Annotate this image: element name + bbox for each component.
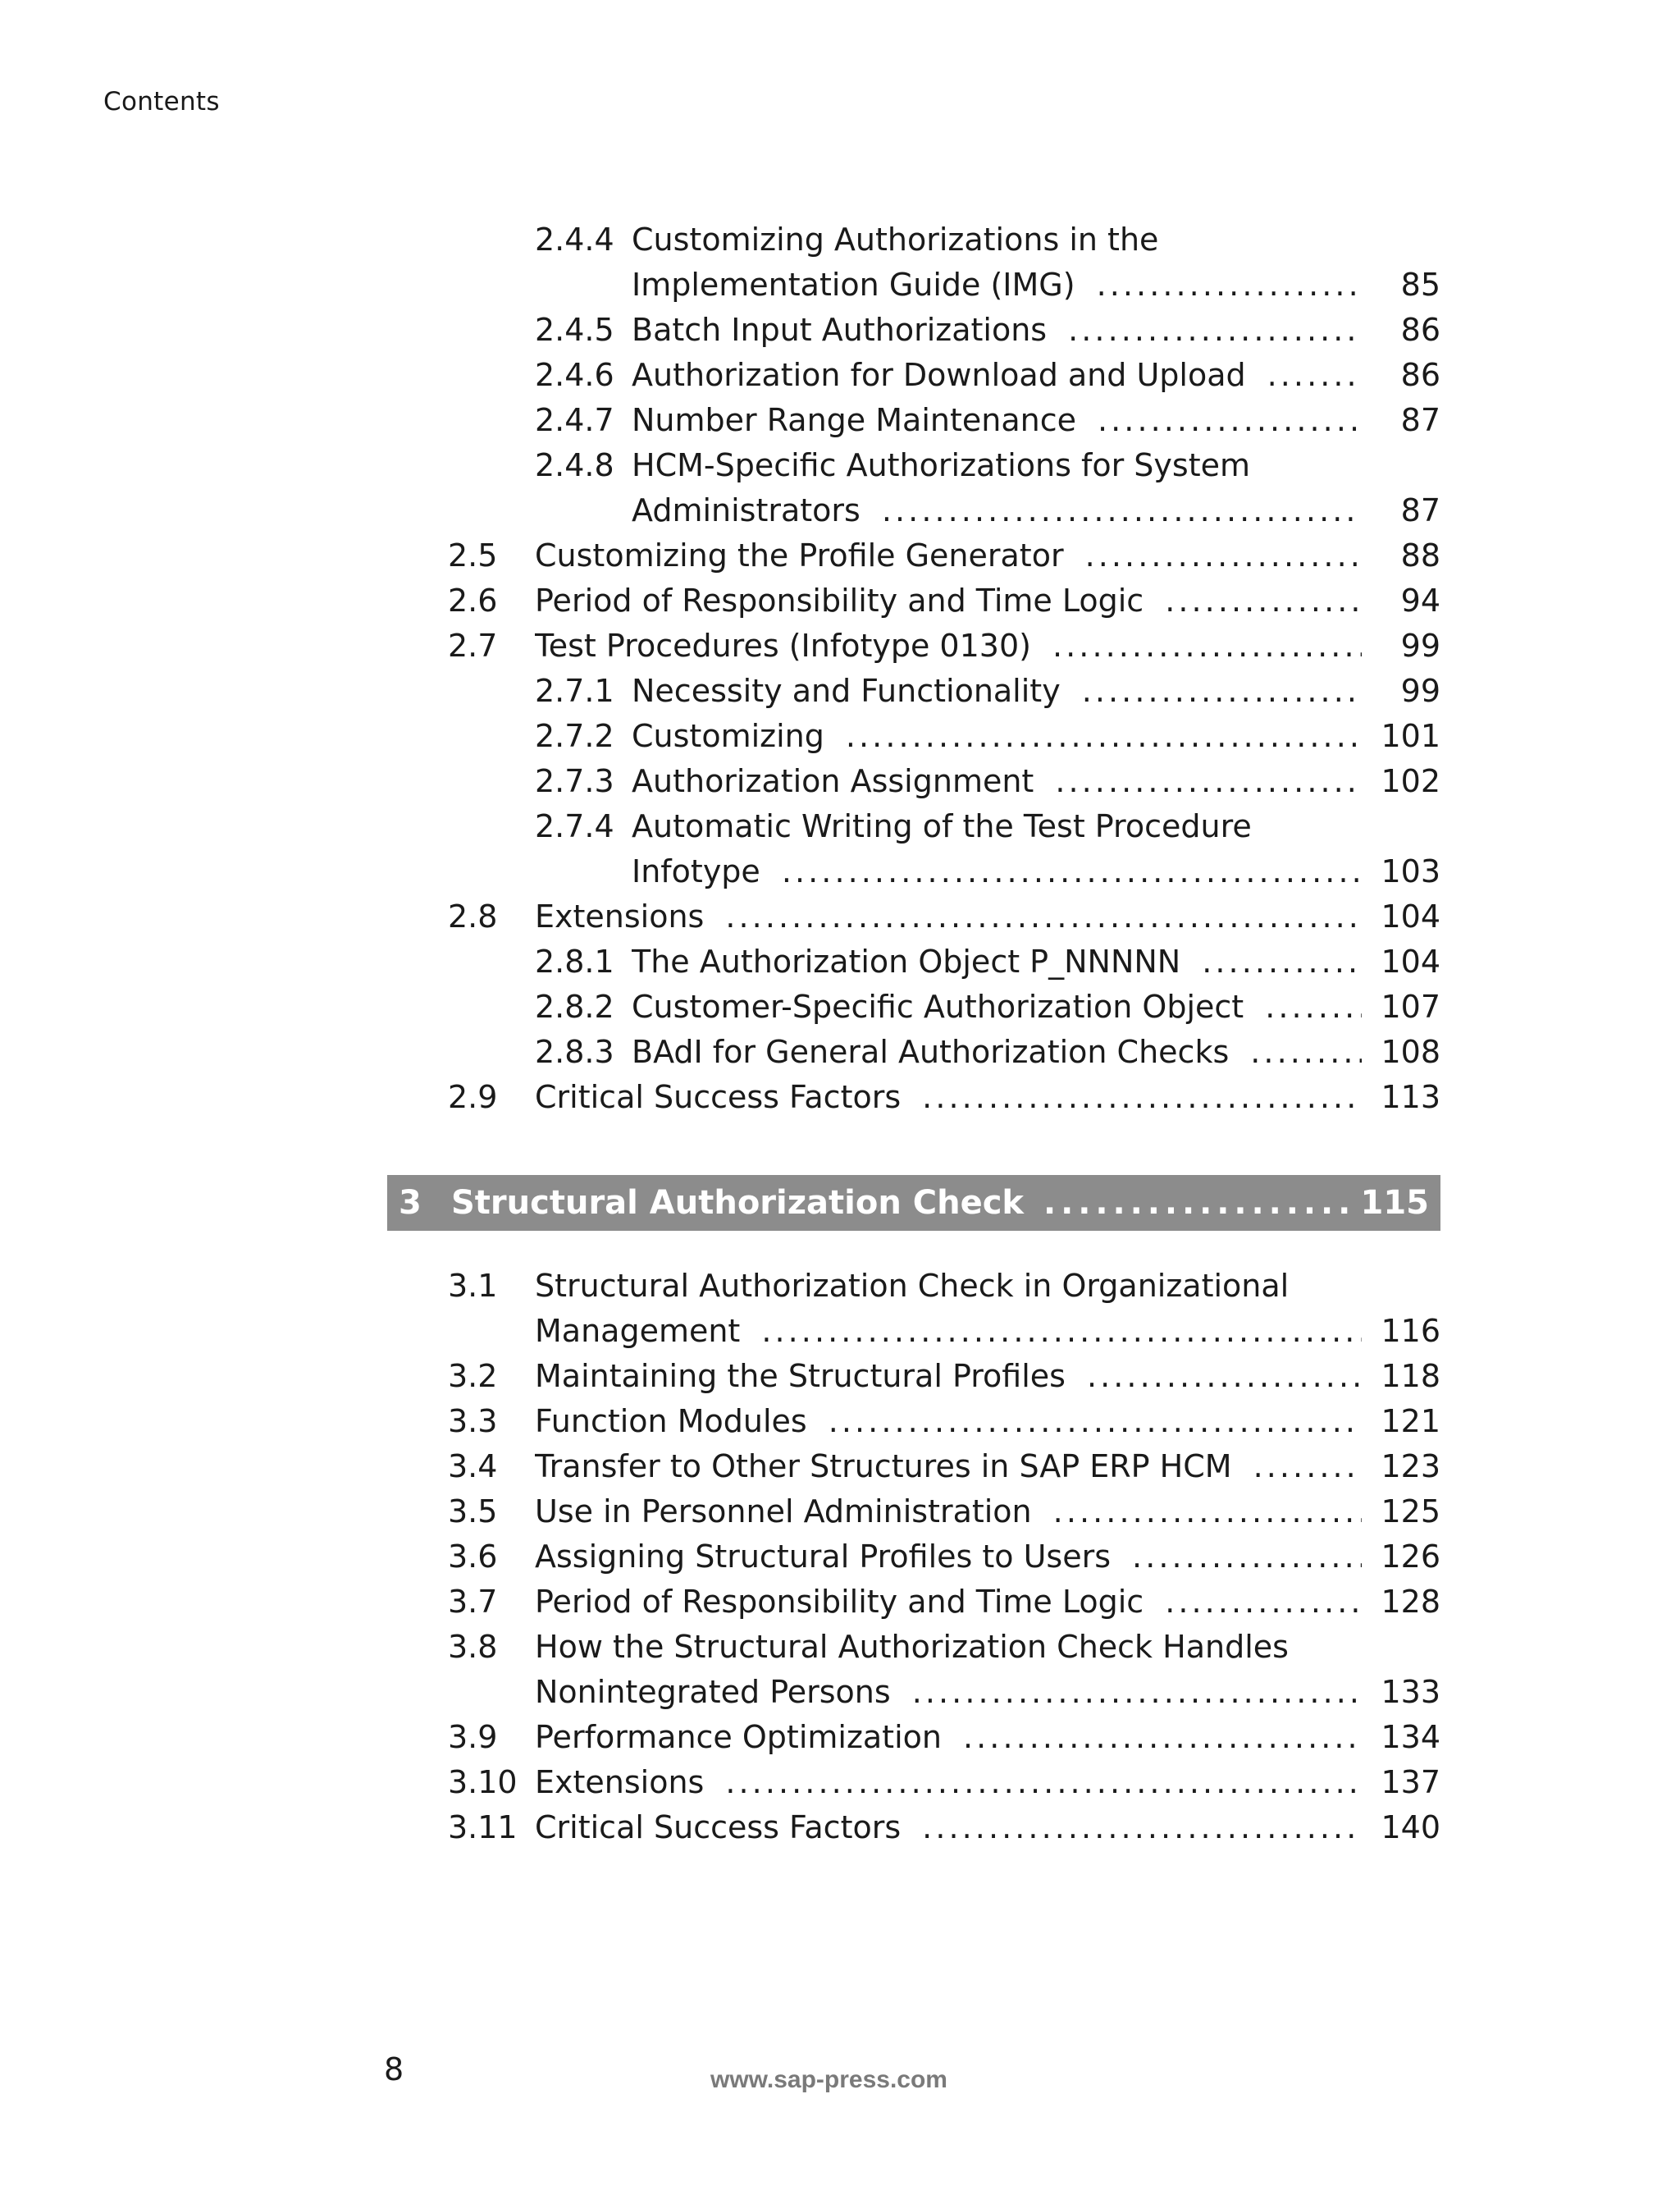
- toc-entry[interactable]: [387, 1309, 1440, 1354]
- toc-entry[interactable]: [387, 1805, 1440, 1850]
- toc-entry-number: 2.7.2: [535, 718, 614, 754]
- dot-leader: [1098, 398, 1362, 443]
- toc-entry-number: 2.7: [448, 628, 498, 664]
- toc-entry-number: 3.1: [448, 1268, 498, 1304]
- dot-leader: [1085, 533, 1362, 578]
- toc-entry-number: 3.3: [448, 1403, 498, 1439]
- dot-leader: [782, 849, 1362, 894]
- toc-entry-title: Necessity and Functionality: [632, 673, 1061, 709]
- toc-entry-title: Customizing Authorizations in the: [632, 222, 1159, 258]
- toc-entry-title: The Authorization Object P_NNNNN: [632, 944, 1181, 980]
- toc-entry-number: 2.7.3: [535, 763, 614, 799]
- chapter-title: Structural Authorization Check: [451, 1184, 1025, 1222]
- dot-leader: [829, 1399, 1362, 1444]
- dot-leader: [1052, 624, 1362, 669]
- dot-leader: [1055, 759, 1362, 804]
- dot-leader: [1082, 669, 1362, 714]
- toc-entry[interactable]: [387, 1670, 1440, 1715]
- toc-entry-title: Transfer to Other Structures in SAP ERP HCM: [535, 1448, 1232, 1484]
- toc-entry-page: 125: [1381, 1493, 1440, 1529]
- toc-entry-number: 2.8.2: [535, 989, 614, 1025]
- toc-entry[interactable]: [387, 1489, 1440, 1534]
- toc-entry[interactable]: [387, 263, 1440, 308]
- toc-entry-title: Administrators: [632, 492, 861, 528]
- toc-entry-title: Critical Success Factors: [535, 1079, 902, 1115]
- toc-entry-page: 133: [1381, 1674, 1440, 1710]
- toc-entry-number: 2.9: [448, 1079, 498, 1115]
- dot-leader: [1250, 1030, 1362, 1075]
- toc-entry-page: 101: [1381, 718, 1440, 754]
- toc-entry[interactable]: [387, 1760, 1440, 1805]
- dot-leader: [1068, 308, 1362, 353]
- toc-entry-page: 87: [1400, 402, 1440, 438]
- running-head: Contents: [103, 87, 220, 117]
- toc-entry-page: 128: [1381, 1584, 1440, 1620]
- toc-entry-number: 2.4.4: [535, 222, 614, 258]
- toc-entry-page: 140: [1381, 1809, 1440, 1845]
- toc-entry-page: 108: [1381, 1034, 1440, 1070]
- toc-entry[interactable]: [387, 1625, 1440, 1670]
- toc-entry-title: Extensions: [535, 898, 705, 935]
- toc-entry[interactable]: [387, 669, 1440, 714]
- toc-entry-page: 134: [1381, 1719, 1440, 1755]
- toc-entry[interactable]: [387, 985, 1440, 1030]
- toc-entry-title: How the Structural Authorization Check Handles: [535, 1629, 1289, 1665]
- dot-leader: [1053, 1489, 1362, 1534]
- chapter-page-number: 115: [1360, 1184, 1429, 1222]
- toc-entry[interactable]: [387, 1580, 1440, 1625]
- toc-entry-number: 3.7: [448, 1584, 498, 1620]
- toc-entry-number: 2.8: [448, 898, 498, 935]
- toc-entry[interactable]: [387, 353, 1440, 398]
- toc-entry-title: Customer-Specific Authorization Object: [632, 989, 1244, 1025]
- toc-entry-number: 2.8.3: [535, 1034, 614, 1070]
- toc-entry-number: 3.10: [448, 1764, 518, 1800]
- toc-entry-page: 118: [1381, 1358, 1440, 1394]
- toc-entry[interactable]: [387, 398, 1440, 443]
- toc-entry-title: Automatic Writing of the Test Procedure: [632, 808, 1252, 844]
- dot-leader: [1202, 940, 1362, 985]
- toc-entry-page: 99: [1400, 628, 1440, 664]
- dot-leader: [761, 1309, 1362, 1354]
- toc-section-2: [387, 217, 1440, 1120]
- toc-entry-title: Management: [535, 1313, 741, 1349]
- toc-entry[interactable]: [387, 217, 1440, 263]
- toc-entry-page: 86: [1400, 357, 1440, 393]
- toc-entry-title: Number Range Maintenance: [632, 402, 1076, 438]
- toc-entry[interactable]: [387, 1264, 1440, 1309]
- toc-entry-title: Period of Responsibility and Time Logic: [535, 583, 1144, 619]
- toc-entry[interactable]: [387, 940, 1440, 985]
- toc-section-3: [387, 1264, 1440, 1850]
- toc-entry-page: 116: [1381, 1313, 1440, 1349]
- toc-entry-title: Nonintegrated Persons: [535, 1674, 891, 1710]
- footer-url: www.sap-press.com: [710, 2066, 947, 2093]
- toc-entry-page: 113: [1381, 1079, 1440, 1115]
- toc-entry-title: Performance Optimization: [535, 1719, 942, 1755]
- toc-entry-title: Assigning Structural Profiles to Users: [535, 1538, 1112, 1575]
- toc-entry-title: Implementation Guide (IMG): [632, 267, 1075, 303]
- dot-leader: [912, 1670, 1362, 1715]
- toc-entry-title: Test Procedures (Infotype 0130): [535, 628, 1031, 664]
- toc-entry-number: 3.9: [448, 1719, 498, 1755]
- toc-entry-page: 107: [1381, 989, 1440, 1025]
- toc-entry[interactable]: [387, 1534, 1440, 1580]
- toc-entry[interactable]: [387, 578, 1440, 624]
- toc-entry-number: 2.7.1: [535, 673, 614, 709]
- toc-entry-title: Extensions: [535, 1764, 705, 1800]
- toc-entry[interactable]: [387, 1030, 1440, 1075]
- toc-entry[interactable]: [387, 443, 1440, 488]
- toc-entry-page: 85: [1400, 267, 1440, 303]
- toc-entry[interactable]: [387, 624, 1440, 669]
- dot-leader: [882, 488, 1362, 533]
- toc-entry-title: Use in Personnel Administration: [535, 1493, 1032, 1529]
- toc-entry-page: 86: [1400, 312, 1440, 348]
- toc-entry[interactable]: [387, 714, 1440, 759]
- toc-entry-title: BAdI for General Authorization Checks: [632, 1034, 1230, 1070]
- toc-entry-title: HCM-Specific Authorizations for System: [632, 447, 1251, 483]
- toc-entry-title: Function Modules: [535, 1403, 807, 1439]
- dot-leader: [1097, 263, 1362, 308]
- toc-entry-number: 3.11: [448, 1809, 518, 1845]
- dot-leader: [1253, 1444, 1362, 1489]
- toc-entry-number: 3.5: [448, 1493, 498, 1529]
- toc-entry-page: 104: [1381, 944, 1440, 980]
- dot-leader: [846, 714, 1362, 759]
- toc-entry[interactable]: [387, 533, 1440, 578]
- dot-leader: [963, 1715, 1362, 1760]
- toc-entry-page: 102: [1381, 763, 1440, 799]
- dot-leader: [922, 1805, 1362, 1850]
- toc-entry-number: 3.6: [448, 1538, 498, 1575]
- toc-entry-number: 3.8: [448, 1629, 498, 1665]
- dot-leader: [1087, 1354, 1362, 1399]
- dot-leader: [1132, 1534, 1362, 1580]
- toc-entry[interactable]: [387, 759, 1440, 804]
- toc-entry-number: 2.6: [448, 583, 498, 619]
- dot-leader: [725, 1760, 1362, 1805]
- toc-entry-page: 94: [1400, 583, 1440, 619]
- toc-entry[interactable]: [387, 1399, 1440, 1444]
- toc-entry-page: 123: [1381, 1448, 1440, 1484]
- toc-entry-number: 3.4: [448, 1448, 498, 1484]
- dot-leader: [1165, 1580, 1362, 1625]
- toc-entry-number: 2.7.4: [535, 808, 614, 844]
- toc-entry[interactable]: [387, 804, 1440, 849]
- toc-entry-number: 2.5: [448, 537, 498, 574]
- toc-entry-number: 2.4.5: [535, 312, 614, 348]
- toc-entry[interactable]: [387, 1354, 1440, 1399]
- toc-entry-page: 103: [1381, 853, 1440, 889]
- dot-leader: [725, 894, 1362, 940]
- dot-leader: [1165, 578, 1362, 624]
- toc-entry-title: Maintaining the Structural Profiles: [535, 1358, 1066, 1394]
- toc-entry-title: Structural Authorization Check in Organizational: [535, 1268, 1290, 1304]
- toc-entry-page: 121: [1381, 1403, 1440, 1439]
- toc-entry[interactable]: [387, 849, 1440, 894]
- chapter-3-heading[interactable]: [387, 1175, 1440, 1231]
- dot-leader: [1043, 1180, 1350, 1226]
- chapter-number: 3: [399, 1184, 422, 1222]
- toc-entry-page: 87: [1400, 492, 1440, 528]
- toc-entry[interactable]: [387, 1715, 1440, 1760]
- toc-entry-title: Period of Responsibility and Time Logic: [535, 1584, 1144, 1620]
- dot-leader: [922, 1075, 1362, 1120]
- toc-entry[interactable]: [387, 308, 1440, 353]
- toc-entry-page: 137: [1381, 1764, 1440, 1800]
- toc-entry-page: 88: [1400, 537, 1440, 574]
- toc-entry-title: Customizing: [632, 718, 824, 754]
- toc-entry[interactable]: [387, 488, 1440, 533]
- toc-entry[interactable]: [387, 1444, 1440, 1489]
- toc-entry-page: 104: [1381, 898, 1440, 935]
- toc-entry-number: 2.4.8: [535, 447, 614, 483]
- page-number: 8: [384, 2051, 404, 2087]
- toc-entry-number: 3.2: [448, 1358, 498, 1394]
- toc-entry-title: Authorization Assignment: [632, 763, 1034, 799]
- toc-entry-title: Customizing the Profile Generator: [535, 537, 1064, 574]
- toc-entry-title: Batch Input Authorizations: [632, 312, 1048, 348]
- toc-entry-title: Authorization for Download and Upload: [632, 357, 1246, 393]
- toc-entry-page: 126: [1381, 1538, 1440, 1575]
- toc-entry[interactable]: [387, 1075, 1440, 1120]
- toc-entry-number: 2.8.1: [535, 944, 614, 980]
- dot-leader: [1265, 985, 1362, 1030]
- dot-leader: [1267, 353, 1362, 398]
- toc-entry-title: Critical Success Factors: [535, 1809, 902, 1845]
- toc-entry-number: 2.4.6: [535, 357, 614, 393]
- toc-entry-title: Infotype: [632, 853, 760, 889]
- toc-entry-number: 2.4.7: [535, 402, 614, 438]
- toc-entry-page: 99: [1400, 673, 1440, 709]
- toc-entry[interactable]: [387, 894, 1440, 940]
